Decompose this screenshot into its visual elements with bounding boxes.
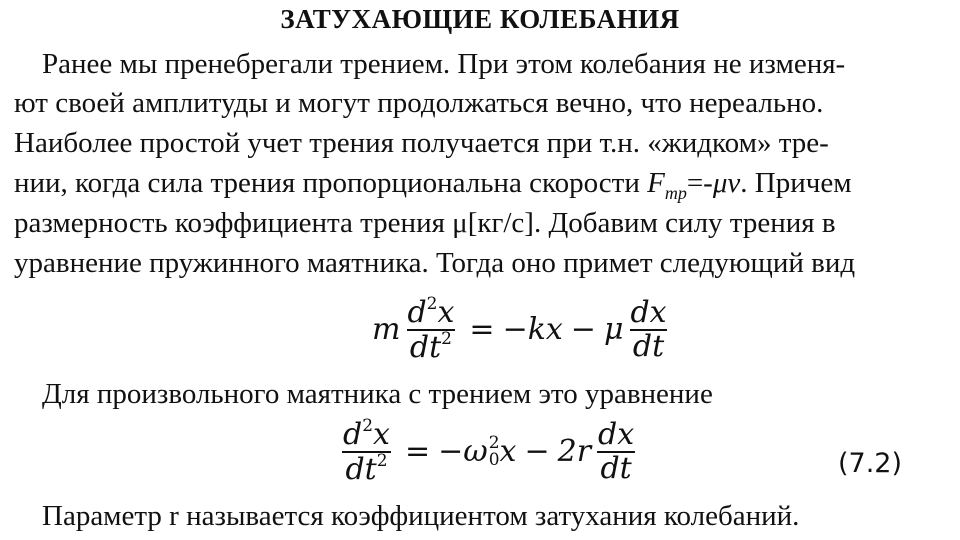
paragraph-line-2: ют своей амплитуды и могут продолжаться вечно, что нереально.	[14, 87, 824, 119]
eq1-spring-term: −kx	[502, 312, 563, 347]
slide-title: ЗАТУХАЮЩИЕ КОЛЕБАНИЯ	[280, 4, 680, 34]
eq2-minus-1: −	[438, 434, 464, 469]
force-equals: =-	[686, 167, 713, 199]
eq2-minus-2: −	[524, 434, 550, 469]
eq2-x-term: x	[499, 434, 517, 469]
equation-1	[372, 296, 674, 363]
eq1-dt2: dt	[630, 329, 667, 363]
eq2-dx: dx	[598, 417, 635, 452]
eq2-x: x	[373, 417, 390, 452]
eq2-equals: =	[404, 434, 431, 469]
eq2-omega-sup: 2	[488, 432, 500, 453]
paragraph-2: Для произвольного маятника с трением это уравнение	[42, 378, 713, 410]
eq2-exp: 2	[362, 416, 374, 436]
paragraph-line-6: уравнение пружинного маятника. Тогда оно примет следующий вид	[14, 247, 856, 279]
eq2-omega-sub: 0	[488, 449, 500, 470]
line-4-tail: . Причем	[740, 167, 852, 199]
eq2-omega: ω	[463, 434, 488, 469]
equation-2	[336, 418, 641, 485]
eq1-mu: μ	[603, 312, 624, 347]
eq1-equals: =	[469, 312, 495, 347]
eq2-d: d	[343, 417, 363, 452]
eq1-first-derivative	[627, 297, 669, 362]
paragraph-line-5: размерность коэффициента трения μ[кг/с]. Добавим силу трения в	[14, 207, 836, 239]
paragraph-3: Параметр r называется коэффициентом затухания колебаний.	[42, 500, 800, 532]
eq1-dx: dx	[630, 295, 667, 330]
paragraph-line-4	[14, 167, 852, 204]
eq1-x: x	[437, 295, 455, 330]
eq2-dt2: dt	[597, 451, 634, 485]
eq2-omega-term	[463, 434, 516, 469]
eq1-dt: dt	[409, 329, 442, 365]
line-4-text: нии, когда сила трения пропорциональна скорости	[14, 167, 648, 199]
eq2-dt-exp: 2	[376, 450, 388, 471]
force-mu-v: μν	[712, 167, 741, 199]
paragraph-line-1: Ранее мы пренебрегали трением. При этом колебания не изменя-	[42, 48, 846, 80]
force-symbol: F	[647, 167, 665, 199]
eq1-second-derivative	[404, 296, 457, 363]
eq1-d: d	[407, 295, 427, 330]
eq1-mass: m	[372, 312, 401, 347]
eq2-second-derivative	[340, 418, 393, 485]
eq2-first-derivative	[595, 419, 637, 484]
eq1-dt-exp: 2	[441, 328, 452, 349]
equation-number: (7.2)	[838, 448, 903, 479]
eq2-coefficient: 2r	[557, 434, 592, 469]
eq2-dt: dt	[345, 451, 377, 487]
force-subscript: тр	[664, 182, 687, 203]
paragraph-line-3: Наиболее простой учет трения получается при т.н. «жидком» тре-	[14, 127, 829, 159]
eq1-minus: −	[570, 312, 596, 347]
eq1-exp: 2	[426, 294, 438, 314]
